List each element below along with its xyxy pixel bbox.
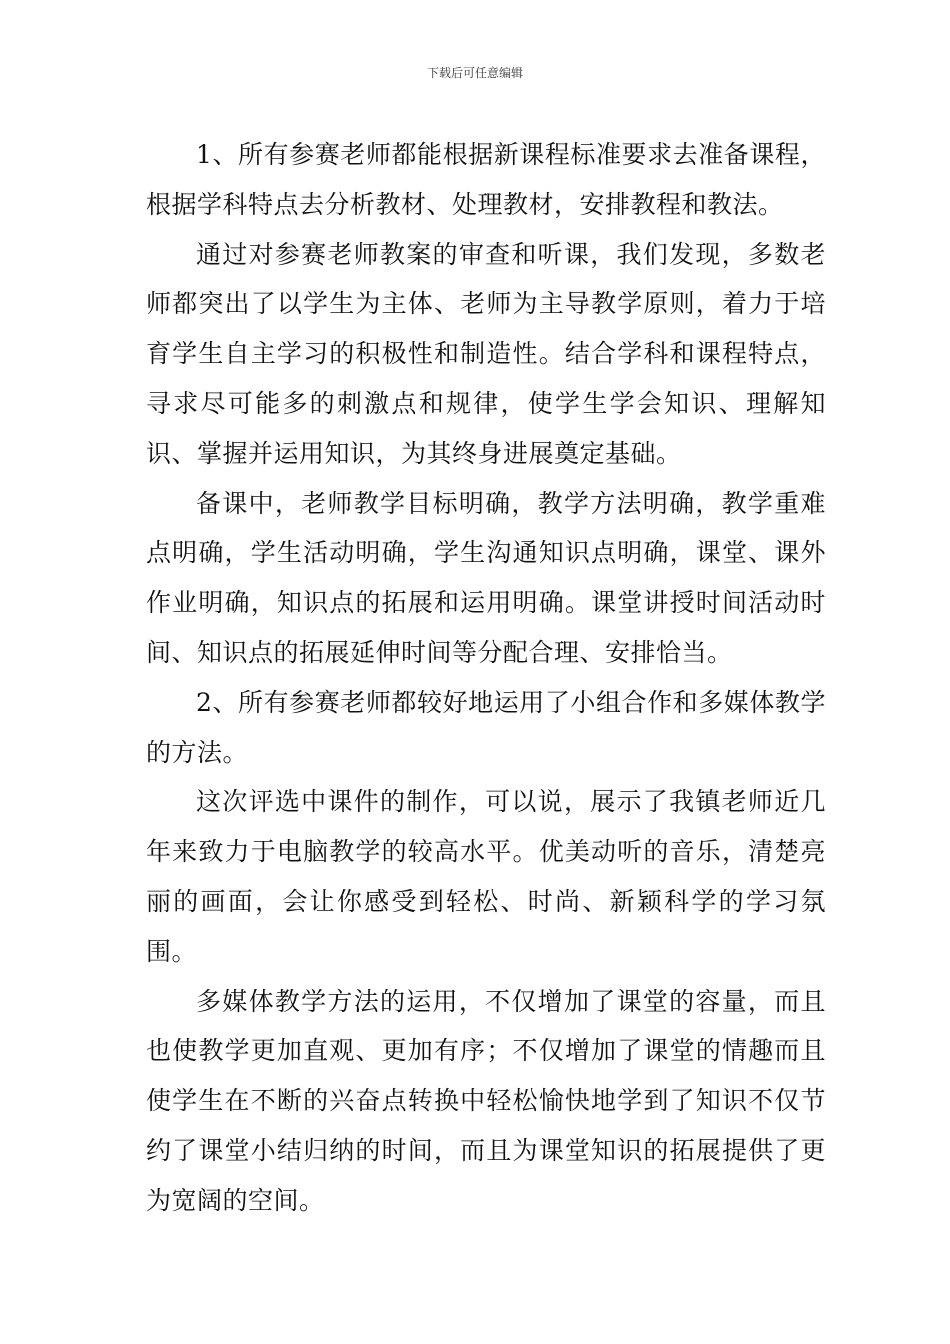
document-body (146, 130, 826, 1226)
paragraph-5: 这次评选中课件的制作，可以说，展示了我镇老师近几年来致力于电脑教学的较高水平。优美动听的音乐，清楚亮丽的画面，会让你感受到轻松、时尚、新颖科学的学习氛围。 (146, 787, 826, 966)
paragraph-4: 2、所有参赛老师都较好地运用了小组合作和多媒体教学的方法。 (146, 687, 826, 767)
paragraph-1: 1、所有参赛老师都能根据新课程标准要求去准备课程，根据学科特点去分析教材、处理教材，安排教程和教法。 (146, 140, 826, 219)
paragraph-3: 备课中，老师教学目标明确，教学方法明确，教学重难点明确，学生活动明确，学生沟通知识点明确，课堂、课外作业明确，知识点的拓展和运用明确。课堂讲授时间活动时间、知识点的拓展延伸时间等分配合理、安排恰当。 (146, 488, 826, 667)
paragraph-6: 多媒体教学方法的运用，不仅增加了课堂的容量，而且也使教学更加直观、更加有序；不仅增加了课堂的情趣而且使学生在不断的兴奋点转换中轻松愉快地学到了知识不仅节约了课堂小结归纳的时间，而且为课堂知识的拓展提供了更为宽阔的空间。 (146, 986, 826, 1215)
page-header: 下载后可任意编辑 (426, 66, 523, 80)
paragraph-2: 通过对参赛老师教案的审查和听课，我们发现，多数老师都突出了以学生为主体、老师为主导教学原则，着力于培育学生自主学习的积极性和制造性。结合学科和课程特点，寻求尽可能多的刺激点和规律，使学生学会知识、理解知识、掌握并运用知识，为其终身进展奠定基础。 (146, 239, 826, 468)
